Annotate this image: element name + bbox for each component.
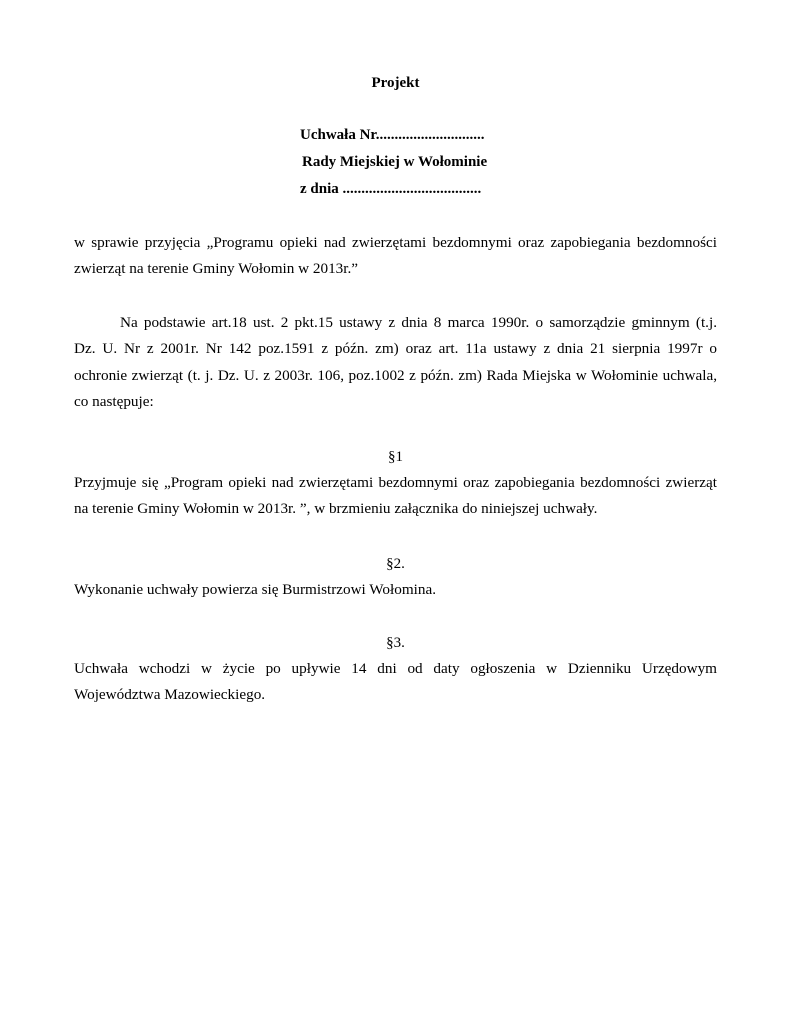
section-line: na terenie Gminy Wołomin w 2013r. ”, w brzmieniu załącznika do niniejszej uchwały. — [74, 500, 598, 518]
section-1-text — [74, 470, 717, 523]
section-mark-1: §1 — [388, 449, 403, 465]
projekt-label: Projekt — [371, 75, 420, 91]
preamble-paragraph — [74, 310, 717, 415]
section-line: Województwa Mazowieckiego. — [74, 686, 266, 704]
subject-line: zwierząt na terenie Gminy Wołomin w 2013r.” — [74, 260, 359, 278]
subject-paragraph — [74, 230, 717, 283]
section-3-text — [74, 656, 717, 709]
section-mark-2: §2. — [386, 556, 405, 572]
section-2-text — [74, 577, 717, 603]
council-name: Rady Miejskiej w Wołominie — [302, 154, 488, 170]
preamble-line: Na podstawie art.18 ust. 2 pkt.15 ustawy z dnia 8 marca 1990r. o samorządzie gminnym (t.j. — [120, 314, 717, 331]
section-mark-3: §3. — [386, 635, 405, 651]
subject-line: w sprawie przyjęcia „Programu opieki nad zwierzętami bezdomnymi oraz zapobiegania bezdomności — [74, 234, 717, 251]
preamble-line: co następuje: — [74, 392, 154, 410]
section-line: Przyjmuje się „Program opieki nad zwierzętami bezdomnymi oraz zapobiegania bezdomności zwierząt — [74, 474, 717, 491]
section-line: Uchwała wchodzi w życie po upływie 14 dni od daty ogłoszenia w Dzienniku Urzędowym — [74, 660, 717, 677]
preamble-line: ochronie zwierząt (t. j. Dz. U. z 2003r. 106, poz.1002 z późn. zm) Rada Miejska w Wołominie uchwala, — [74, 366, 717, 384]
section-line: Wykonanie uchwały powierza się Burmistrzowi Wołomina. — [74, 581, 436, 598]
resolution-number: Uchwała Nr............................. — [300, 127, 485, 143]
preamble-line: Dz. U. Nr z 2001r. Nr 142 poz.1591 z późn. zm) oraz art. 11a ustawy z dnia 21 sierpnia 1997r o — [74, 340, 717, 358]
resolution-date: z dnia ..................................... — [300, 181, 482, 197]
